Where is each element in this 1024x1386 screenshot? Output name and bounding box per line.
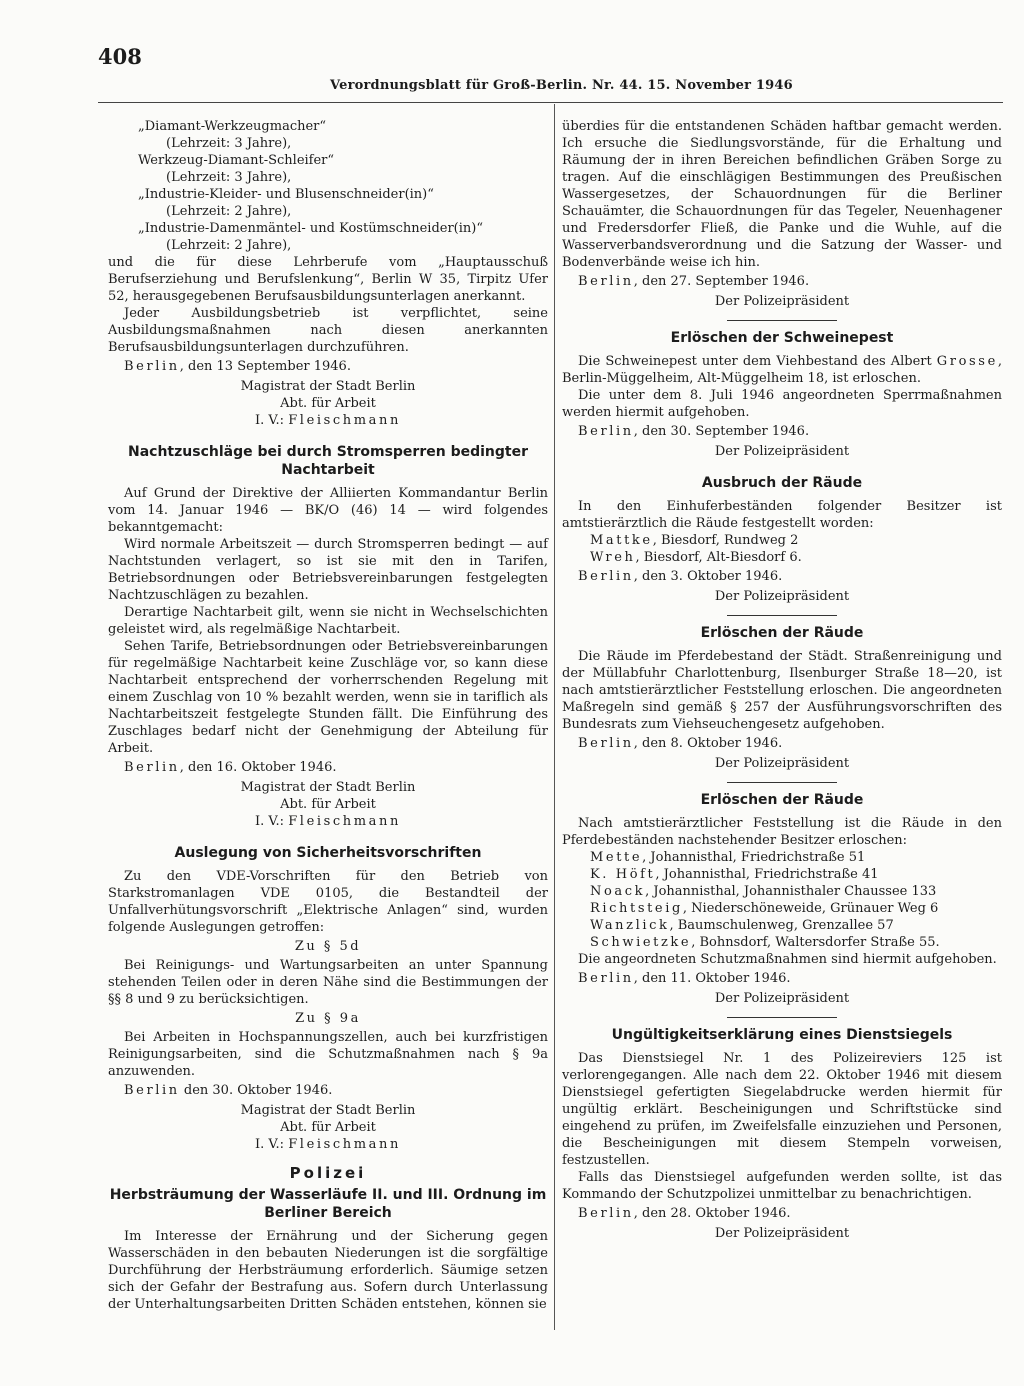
date: , den 27. September 1946.: [633, 274, 810, 289]
list-item: [562, 549, 1002, 566]
owner-name: Grosse: [936, 354, 998, 369]
signature-name: Fleischmann: [288, 1137, 401, 1152]
owner-name: Richtsteig: [590, 901, 683, 916]
section-title: Erlöschen der Räude: [700, 625, 864, 641]
signature-prefix: I. V.:: [255, 413, 289, 428]
list-item: [562, 900, 1002, 917]
owner-address: , Baumschulenweg, Grenzallee 57: [669, 918, 894, 933]
text-run: , Berlin-Müggelheim, Alt-Müggelheim 18, ist erloschen.: [562, 354, 1002, 386]
paragraph: Nach amtstierärztlicher Feststellung ist die Räude in den Pferdebeständen nachstehender Besitzer erloschen:: [562, 816, 1002, 848]
paragraph: Sehen Tarife, Betriebsordnungen oder Betriebsvereinbarungen für regelmäßige Nachtarbeit keine Zuschläge vor, so kann diese Nachtarbeit entsprechend der vorherrschenden Regelung mit einem Zuschlag von 10 % bezahlt werden, wenn sie in tariflich als Nachtarbeitszeit festgelegte Stunden fällt. Die Einführung des Zuschlages bedarf nicht der Genehmigung der Abteilung für Arbeit.: [108, 639, 548, 756]
signature-line: Der Polizeipräsident: [714, 294, 850, 309]
owner-name: Schwietzke: [590, 935, 692, 950]
place: Berlin: [578, 736, 634, 751]
paragraph: überdies für die entstandenen Schäden haftbar gemacht werden. Ich ersuche die Siedlungsvorstände, für die Erhaltung und Räumung der in ihren Bereichen befindlichen Gräben Sorge zu tragen. Auf die einschlägigen Bestimmungen des Preußischen Wassergesetzes, der Schauordnungen für die Berliner Schauämter, die Schauordnungen für das Tegeler, Neuenhagener und Fredersdorfer Fließ, die Panke und die Wuhle, auf die Wasserverbandsverordnung und die Satzung der Wasser- und Bodenverbände weise ich hin.: [562, 119, 1002, 270]
trade-duration: (Lehrzeit: 2 Jahre),: [166, 204, 292, 219]
paragraph: Bei Reinigungs- und Wartungsarbeiten an unter Spannung stehenden Teilen oder in deren Nähe sind die Bestimmungen der §§ 8 und 9 zu berücksichtigen.: [108, 958, 548, 1007]
place-date: [108, 1082, 548, 1099]
section-title: Erlöschen der Schweinepest: [670, 330, 894, 346]
signature-line: Abt. für Arbeit: [280, 396, 376, 411]
paragraph: Die unter dem 8. Juli 1946 angeordneten Sperrmaßnahmen werden hiermit aufgehoben.: [562, 388, 1002, 420]
right-column: [562, 118, 1002, 1242]
signature-line: Magistrat der Stadt Berlin: [240, 780, 416, 795]
place-date: [562, 1205, 1002, 1222]
trade-duration: (Lehrzeit: 3 Jahre),: [166, 170, 292, 185]
paragraph: und die für diese Lehrberufe vom „Hauptausschuß Berufserziehung und Berufslenkung“, Berlin W 35, Tirpitz Ufer 52, herausgegebenen Berufsausbildungsunterlagen anerkannt.: [108, 255, 548, 304]
trade-duration: (Lehrzeit: 2 Jahre),: [166, 238, 292, 253]
list-item: [562, 849, 1002, 866]
date: , den 16. Oktober 1946.: [179, 760, 337, 775]
owner-address: , Johannisthal, Johannisthaler Chaussee 133: [645, 884, 937, 899]
left-column: [108, 118, 548, 1313]
trade-duration: (Lehrzeit: 3 Jahre),: [166, 136, 292, 151]
place: Berlin: [578, 1206, 634, 1221]
signature-line: Der Polizeipräsident: [714, 756, 850, 771]
signature-name: Fleischmann: [288, 413, 401, 428]
place-date: [562, 423, 1002, 440]
place: Berlin: [578, 569, 634, 584]
page-number: 408: [98, 44, 142, 69]
paragraph: Derartige Nachtarbeit gilt, wenn sie nicht in Wechselschichten geleistet wird, als regelmäßige Nachtarbeit.: [108, 605, 548, 637]
chapter-heading: Polizei: [289, 1164, 367, 1182]
paragraph: Bei Arbeiten in Hochspannungszellen, auch bei kurzfristigen Reinigungsarbeiten, sind die Schutzmaßnahmen nach § 9a anzuwenden.: [108, 1030, 548, 1079]
list-item: [562, 917, 1002, 934]
place: Berlin: [124, 1083, 180, 1098]
signature-line: [108, 813, 548, 830]
section-rule: [727, 1017, 837, 1018]
place: Berlin: [578, 424, 634, 439]
section-title: Ungültigkeitserklärung eines Dienstsiegels: [611, 1027, 953, 1043]
subsection-title: Zu § 5d: [294, 939, 362, 954]
place-date: [108, 358, 548, 375]
owner-address: , Johannisthal, Friedrichstraße 41: [655, 867, 879, 882]
signature-prefix: I. V.:: [255, 814, 289, 829]
trade-name: Werkzeug-Diamant-Schleifer“: [138, 153, 335, 168]
signature-line: Der Polizeipräsident: [714, 444, 850, 459]
text-run: Die Schweinepest unter dem Viehbestand des Albert: [578, 354, 937, 369]
trade-name: „Diamant-Werkzeugmacher“: [138, 119, 327, 134]
owner-name: Mette: [590, 850, 643, 865]
owner-address: , Biesdorf, Rundweg 2: [652, 533, 799, 548]
section-title: Herbsträumung der Wasserläufe II. und III. Ordnung im Berliner Bereich: [109, 1187, 547, 1221]
place-date: [562, 568, 1002, 585]
paragraph: Jeder Ausbildungsbetrieb ist verpflichtet, seine Ausbildungsmaßnahmen nach diesen anerkannten Berufsausbildungsunterlagen durchzuführen.: [108, 306, 548, 355]
header-rule: [98, 102, 1003, 103]
owner-address: , Johannisthal, Friedrichstraße 51: [642, 850, 866, 865]
section-title: Nachtzuschläge bei durch Stromsperren bedingter Nachtarbeit: [128, 444, 528, 478]
date: , den 30. September 1946.: [633, 424, 810, 439]
list-item: [562, 532, 1002, 549]
section-rule: [727, 320, 837, 321]
date: , den 13 September 1946.: [179, 359, 351, 374]
signature-line: Der Polizeipräsident: [714, 1226, 850, 1241]
signature-line: Abt. für Arbeit: [280, 797, 376, 812]
paragraph: Die Räude im Pferdebestand der Städt. Straßenreinigung und der Müllabfuhr Charlottenburg, Ilsenburger Straße 18—20, ist nach amtstierärztlicher Feststellung erloschen. Die angeordneten Maßregeln sind gemäß § 257 der Ausführungsvorschriften des Bundesrats zum Viehseuchengesetz aufgehoben.: [562, 649, 1002, 732]
paragraph: Zu den VDE-Vorschriften für den Betrieb von Starkstromanlagen VDE 0105, die Bestandteil der Unfallverhütungsvorschrift „Elektrische Anlagen“ sind, wurden folgende Auslegungen getroffen:: [108, 869, 548, 935]
place: Berlin: [578, 971, 634, 986]
section-title: Erlöschen der Räude: [700, 792, 864, 808]
signature-line: [108, 1136, 548, 1153]
section-title: Auslegung von Sicherheitsvorschriften: [174, 845, 482, 861]
list-item: [562, 866, 1002, 883]
owner-name: Noack: [590, 884, 646, 899]
subsection-title: Zu § 9a: [295, 1011, 361, 1026]
trade-name: „Industrie-Damenmäntel- und Kostümschneider(in)“: [138, 221, 483, 236]
date: , den 8. Oktober 1946.: [633, 736, 783, 751]
owner-name: K. Höft: [590, 867, 656, 882]
place-date: [562, 273, 1002, 290]
signature-line: Magistrat der Stadt Berlin: [240, 379, 416, 394]
date: , den 11. Oktober 1946.: [633, 971, 791, 986]
paragraph: Falls das Dienstsiegel aufgefunden werden sollte, ist das Kommando der Schutzpolizei unmittelbar zu benachrichtigen.: [562, 1170, 1002, 1202]
signature-line: Der Polizeipräsident: [714, 589, 850, 604]
paragraph: Das Dienstsiegel Nr. 1 des Polizeireviers 125 ist verlorengegangen. Alle nach dem 22. Oktober 1946 mit diesem Dienstsiegel gefertigten Siegelabdrucke werden hiermit für ungültig erklärt. Bescheinigungen und Schriftstücke sind eingehend zu prüfen, im Zweifelsfalle einzuziehen und Personen, die Bescheinigungen mit diesem Stempeln vorweisen, festzustellen.: [562, 1051, 1002, 1168]
date: , den 28. Oktober 1946.: [633, 1206, 791, 1221]
section-rule: [727, 782, 837, 783]
owner-address: , Bohnsdorf, Waltersdorfer Straße 55.: [691, 935, 940, 950]
place: Berlin: [124, 359, 180, 374]
place: Berlin: [578, 274, 634, 289]
place-date: [562, 735, 1002, 752]
owner-name: Wreh: [590, 550, 636, 565]
signature-line: Der Polizeipräsident: [714, 991, 850, 1006]
running-head: Verordnungsblatt für Groß-Berlin. Nr. 44. 15. November 1946: [330, 78, 793, 93]
list-item: [562, 883, 1002, 900]
paragraph: Im Interesse der Ernährung und der Sicherung gegen Wasserschäden in den bebauten Niederungen ist die sorgfältige Durchführung der Herbsträumung erforderlich. Säumige setzen sich der Gefahr der Bestrafung aus. Sofern durch Unterlassung der Unterhaltungsarbeiten Dritten Schäden entstehen, können sie: [108, 1229, 548, 1312]
paragraph: [562, 353, 1002, 387]
date: den 30. Oktober 1946.: [179, 1083, 333, 1098]
owner-name: Mattke: [590, 533, 653, 548]
section-rule: [727, 615, 837, 616]
place: Berlin: [124, 760, 180, 775]
trade-name: „Industrie-Kleider- und Blusenschneider(in)“: [138, 187, 434, 202]
signature-name: Fleischmann: [288, 814, 401, 829]
owner-address: , Biesdorf, Alt-Biesdorf 6.: [635, 550, 802, 565]
paragraph: In den Einhuferbeständen folgender Besitzer ist amtstierärztlich die Räude festgestellt worden:: [562, 499, 1002, 531]
paragraph: Auf Grund der Direktive der Alliierten Kommandantur Berlin vom 14. Januar 1946 — BK/O (46) 14 — wird folgendes bekanntgemacht:: [108, 486, 548, 535]
signature-prefix: I. V.:: [255, 1137, 289, 1152]
place-date: [562, 970, 1002, 987]
date: , den 3. Oktober 1946.: [633, 569, 783, 584]
signature-line: [108, 412, 548, 429]
signature-line: Magistrat der Stadt Berlin: [240, 1103, 416, 1118]
paragraph: Wird normale Arbeitszeit — durch Stromsperren bedingt — auf Nachtstunden verlagert, so ist sie mit den in Tarifen, Betriebsordnungen oder Betriebsvereinbarungen festgelegten Nachtzuschlägen zu bezahlen.: [108, 537, 548, 603]
place-date: [108, 759, 548, 776]
list-item: [562, 934, 1002, 951]
section-title: Ausbruch der Räude: [701, 475, 863, 491]
owner-address: , Niederschöneweide, Grünauer Weg 6: [682, 901, 939, 916]
signature-line: Abt. für Arbeit: [280, 1120, 376, 1135]
owner-name: Wanzlick: [590, 918, 670, 933]
paragraph: Die angeordneten Schutzmaßnahmen sind hiermit aufgehoben.: [578, 952, 997, 967]
column-divider: [554, 104, 555, 1330]
